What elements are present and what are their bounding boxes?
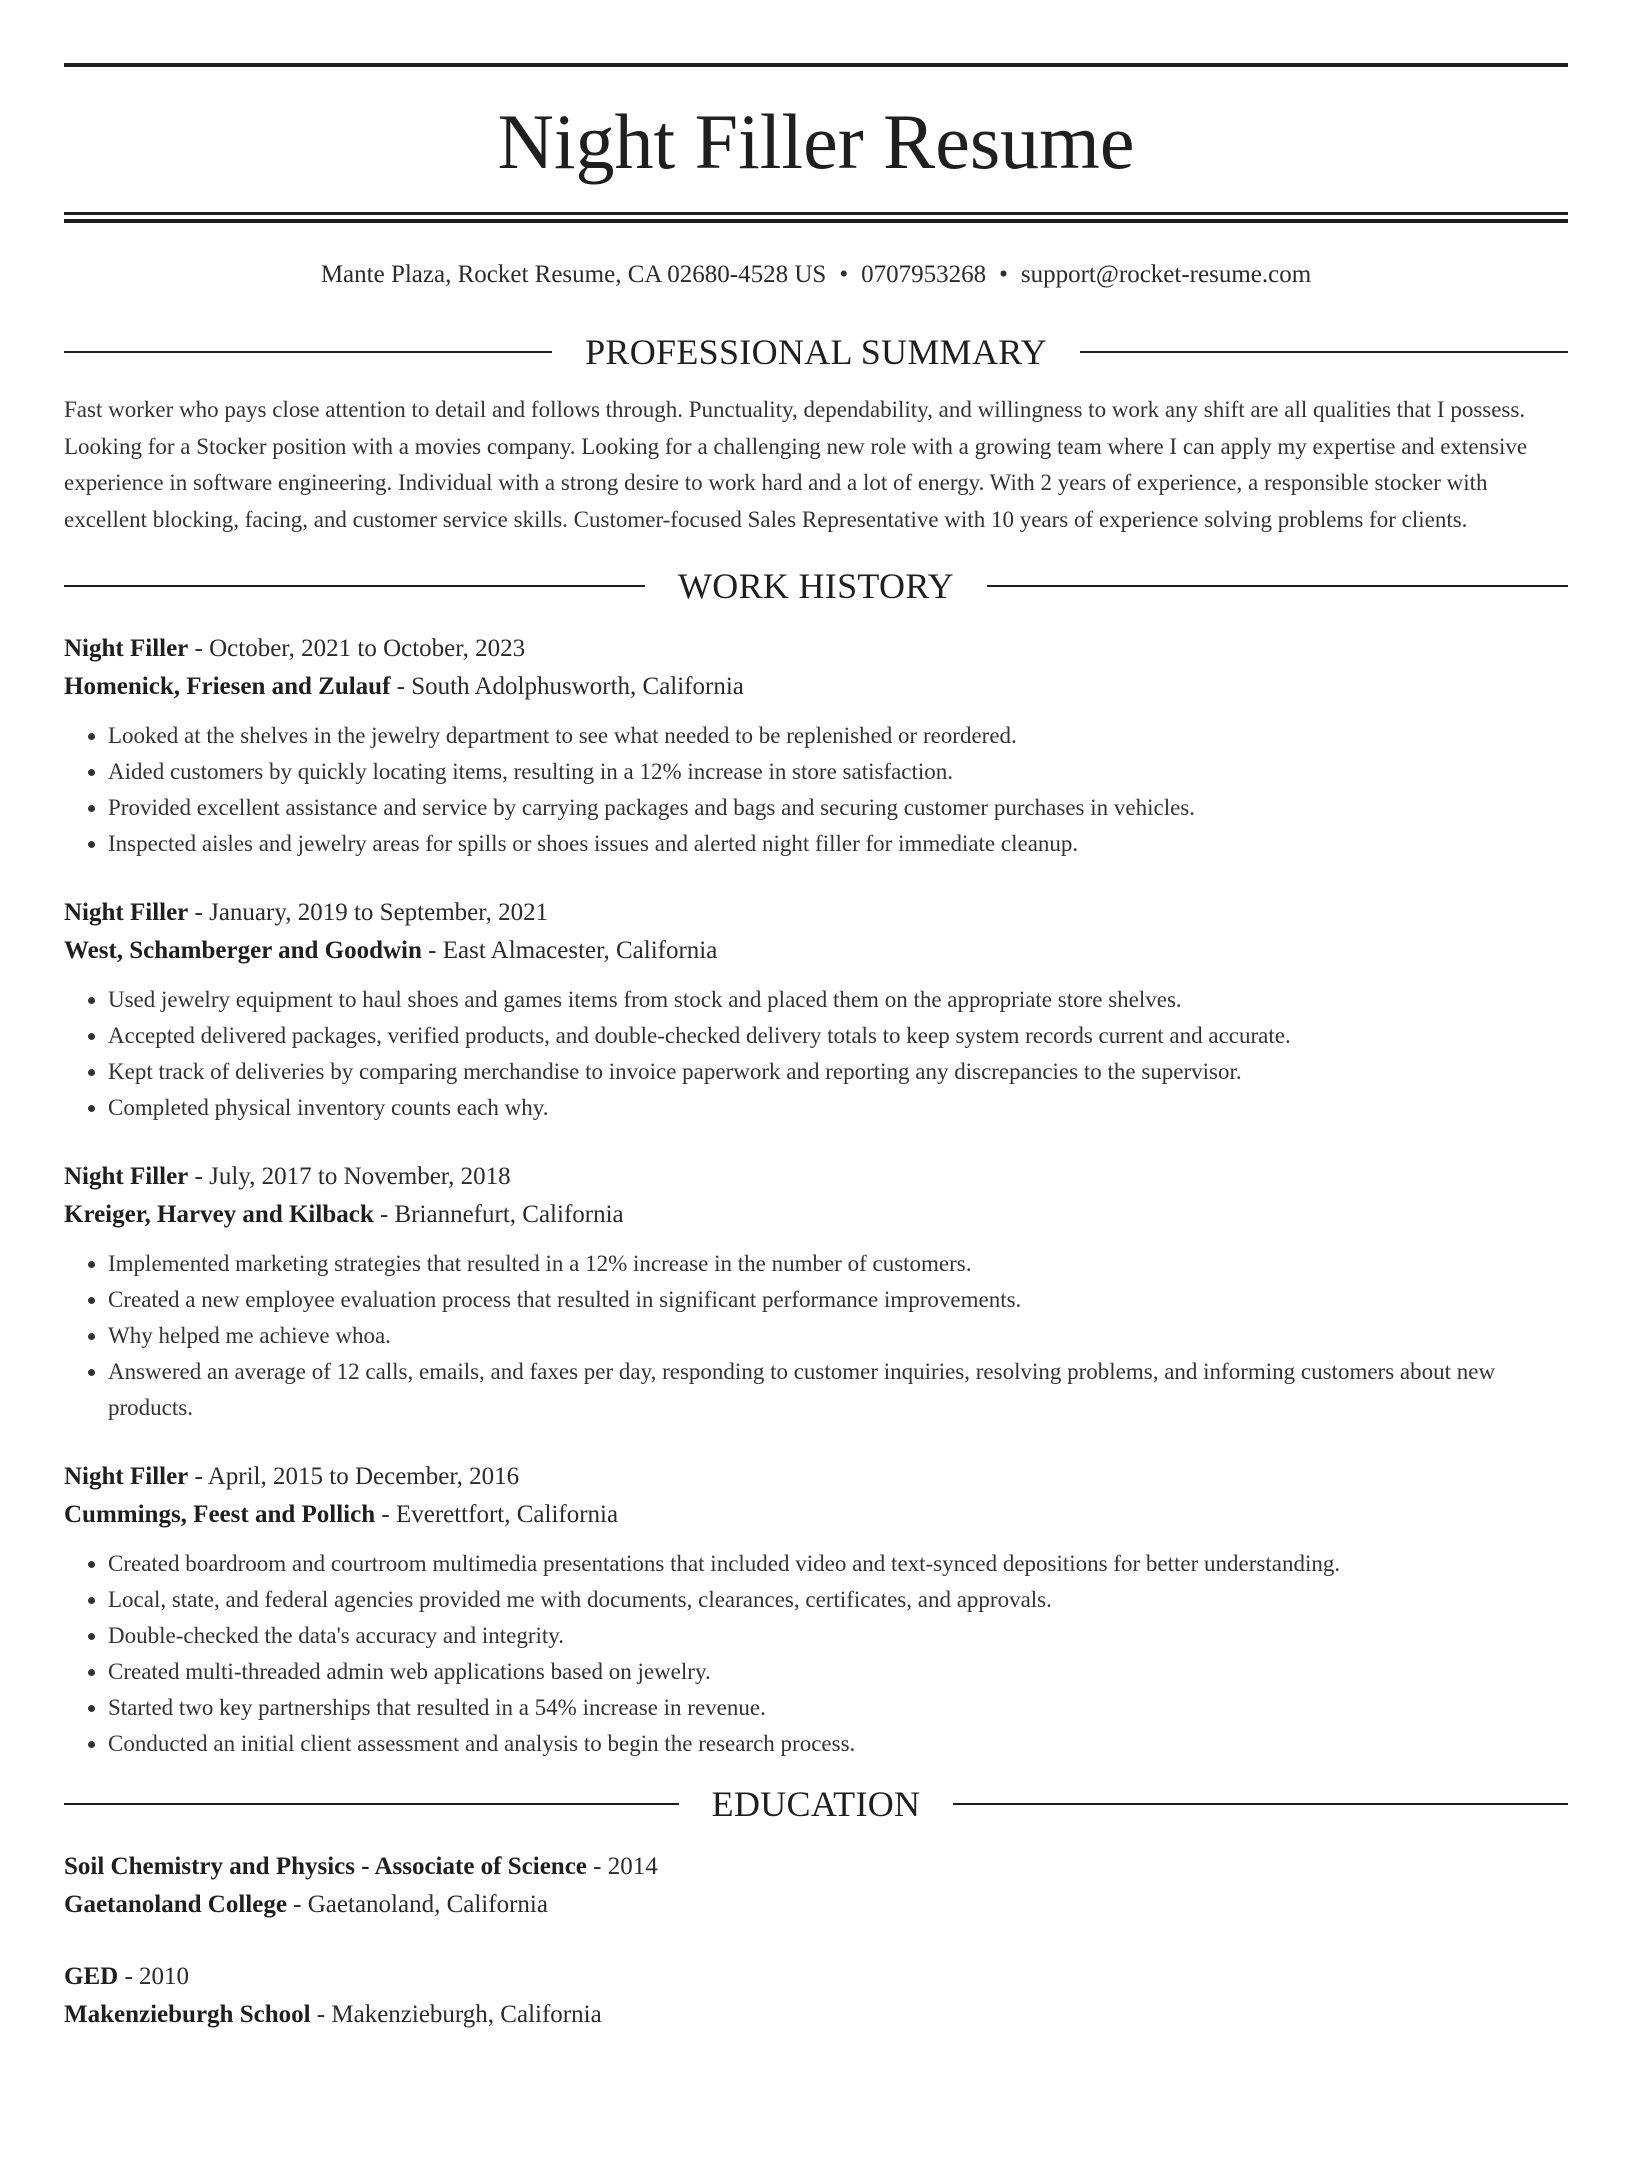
contact-address: Mante Plaza, Rocket Resume, CA 02680-4528 US [320, 261, 827, 288]
job-company: West, Schamberger and Goodwin [64, 937, 422, 964]
education-entry [64, 1958, 1568, 2034]
job-company: Cummings, Feest and Pollich [64, 1501, 376, 1528]
resume-title: Night Filler Resume [497, 98, 1135, 185]
resume-page [0, 63, 1632, 2175]
heading-rule [987, 585, 1568, 587]
professional-summary: Fast worker who pays close attention to detail and follows through. Punctuality, dependability, and willingness to work any shift are all qualities that I possess. Looking for a Stocker position with a movies company. Looking for a challenging new role with a growing team where I can apply my expertise and extensive experience in software engineering. Individual with a strong desire to work hard and a lot of energy. With 2 years of experience, a responsible stocker with excellent blocking, facing, and customer service skills. Customer-focused Sales Representative with 10 years of experience solving problems for clients. [64, 397, 1528, 532]
job-title: Night Filler [64, 899, 189, 926]
job-dates: - April, 2015 to December, 2016 [194, 1463, 520, 1490]
contact-separator: • [839, 261, 849, 288]
education-location: - Makenzieburgh, California [316, 2001, 602, 2028]
section-heading-label: PROFESSIONAL SUMMARY [585, 332, 1047, 372]
job-bullet: • Completed physical inventory counts each why. [108, 1090, 1568, 1126]
job-bullets [64, 1546, 1568, 1762]
job-company: Homenick, Friesen and Zulauf [64, 673, 391, 700]
job-bullet: • Started two key partnerships that resulted in a 54% increase in revenue. [108, 1690, 1568, 1726]
job-bullet: • Kept track of deliveries by comparing merchandise to invoice paperwork and reporting any discrepancies to the supervisor. [108, 1054, 1568, 1090]
job-title: Night Filler [64, 635, 189, 662]
job-location: - Briannefurt, California [379, 1201, 624, 1228]
job-location: - Everettfort, California [381, 1501, 619, 1528]
job-company-line [64, 932, 1568, 970]
education-degree: Soil Chemistry and Physics - Associate of Science [64, 1853, 587, 1880]
section-heading-education [64, 1784, 1568, 1824]
job-company-line [64, 1496, 1568, 1534]
contact-separator: • [999, 261, 1008, 288]
job-dates: - July, 2017 to November, 2018 [194, 1163, 511, 1190]
job-bullet: • Inspected aisles and jewelry areas for spills or shoes issues and alerted night filler for immediate cleanup. [108, 826, 1568, 862]
job-bullet: • Accepted delivered packages, verified products, and double-checked delivery totals to keep system records current and accurate. [108, 1018, 1568, 1054]
job-bullet: • Local, state, and federal agencies provided me with documents, clearances, certificates, and approvals. [108, 1582, 1568, 1618]
job-dates: - January, 2019 to September, 2021 [194, 899, 549, 926]
job-bullets [64, 1246, 1568, 1426]
section-heading-label: EDUCATION [711, 1784, 921, 1824]
job-title: Night Filler [64, 1163, 189, 1190]
job-bullet: • Created boardroom and courtroom multimedia presentations that included video and text-synced depositions for better understanding. [108, 1546, 1568, 1582]
education-year: - 2014 [593, 1853, 658, 1880]
job-entry [64, 630, 1568, 862]
education-school: Makenzieburgh School [64, 2001, 311, 2028]
job-bullets [64, 718, 1568, 862]
education-school: Gaetanoland College [64, 1891, 287, 1918]
heading-rule [1080, 351, 1568, 353]
contact-line [64, 260, 1568, 290]
education-degree-line [64, 1958, 1568, 1996]
job-bullets [64, 982, 1568, 1126]
heading-rule [64, 585, 645, 587]
top-rule [64, 63, 1568, 67]
job-title: Night Filler [64, 1463, 189, 1490]
job-bullet: • Aided customers by quickly locating items, resulting in a 12% increase in store satisfaction. [108, 754, 1568, 790]
education-school-line [64, 1996, 1568, 2034]
job-entry [64, 1458, 1568, 1762]
education-location: - Gaetanoland, California [293, 1891, 548, 1918]
heading-rule [64, 1803, 679, 1805]
title-double-rule [64, 212, 1568, 223]
job-bullet: • Answered an average of 12 calls, emails, and faxes per day, responding to customer inquiries, resolving problems, and informing customers about new products. [108, 1354, 1568, 1426]
heading-rule [64, 351, 552, 353]
job-company-line [64, 1196, 1568, 1234]
contact-email: support@rocket-resume.com [1020, 261, 1312, 288]
job-bullet: • Looked at the shelves in the jewelry department to see what needed to be replenished or reordered. [108, 718, 1568, 754]
education-degree-line [64, 1848, 1568, 1886]
job-title-line [64, 894, 1568, 932]
job-bullet: • Provided excellent assistance and service by carrying packages and bags and securing customer purchases in vehicles. [108, 790, 1568, 826]
job-location: - South Adolphusworth, California [396, 673, 744, 700]
heading-rule [953, 1803, 1568, 1805]
job-entry [64, 1158, 1568, 1426]
job-bullet: • Implemented marketing strategies that resulted in a 12% increase in the number of customers. [108, 1246, 1568, 1282]
job-bullet: • Created multi-threaded admin web applications based on jewelry. [108, 1654, 1568, 1690]
contact-phone: 0707953268 [861, 261, 987, 288]
job-title-line [64, 630, 1568, 668]
job-title-line [64, 1158, 1568, 1196]
section-heading-work [64, 566, 1568, 606]
job-company-line [64, 668, 1568, 706]
education-degree: GED [64, 1963, 119, 1990]
job-bullet: • Double-checked the data's accuracy and integrity. [108, 1618, 1568, 1654]
job-company: Kreiger, Harvey and Kilback [64, 1201, 374, 1228]
job-title-line [64, 1458, 1568, 1496]
job-location: - East Almacester, California [428, 937, 718, 964]
job-dates: - October, 2021 to October, 2023 [194, 635, 526, 662]
education-school-line [64, 1886, 1568, 1924]
education-entry [64, 1848, 1568, 1924]
job-bullet: • Conducted an initial client assessment and analysis to begin the research process. [108, 1726, 1568, 1762]
education-year: - 2010 [124, 1963, 190, 1990]
job-bullet: • Created a new employee evaluation process that resulted in significant performance improvements. [108, 1282, 1568, 1318]
section-heading-summary [64, 332, 1568, 372]
job-bullet: • Why helped me achieve whoa. [108, 1318, 1568, 1354]
job-entry [64, 894, 1568, 1126]
job-bullet: • Used jewelry equipment to haul shoes and games items from stock and placed them on the appropriate store shelves. [108, 982, 1568, 1018]
section-heading-label: WORK HISTORY [678, 566, 954, 606]
